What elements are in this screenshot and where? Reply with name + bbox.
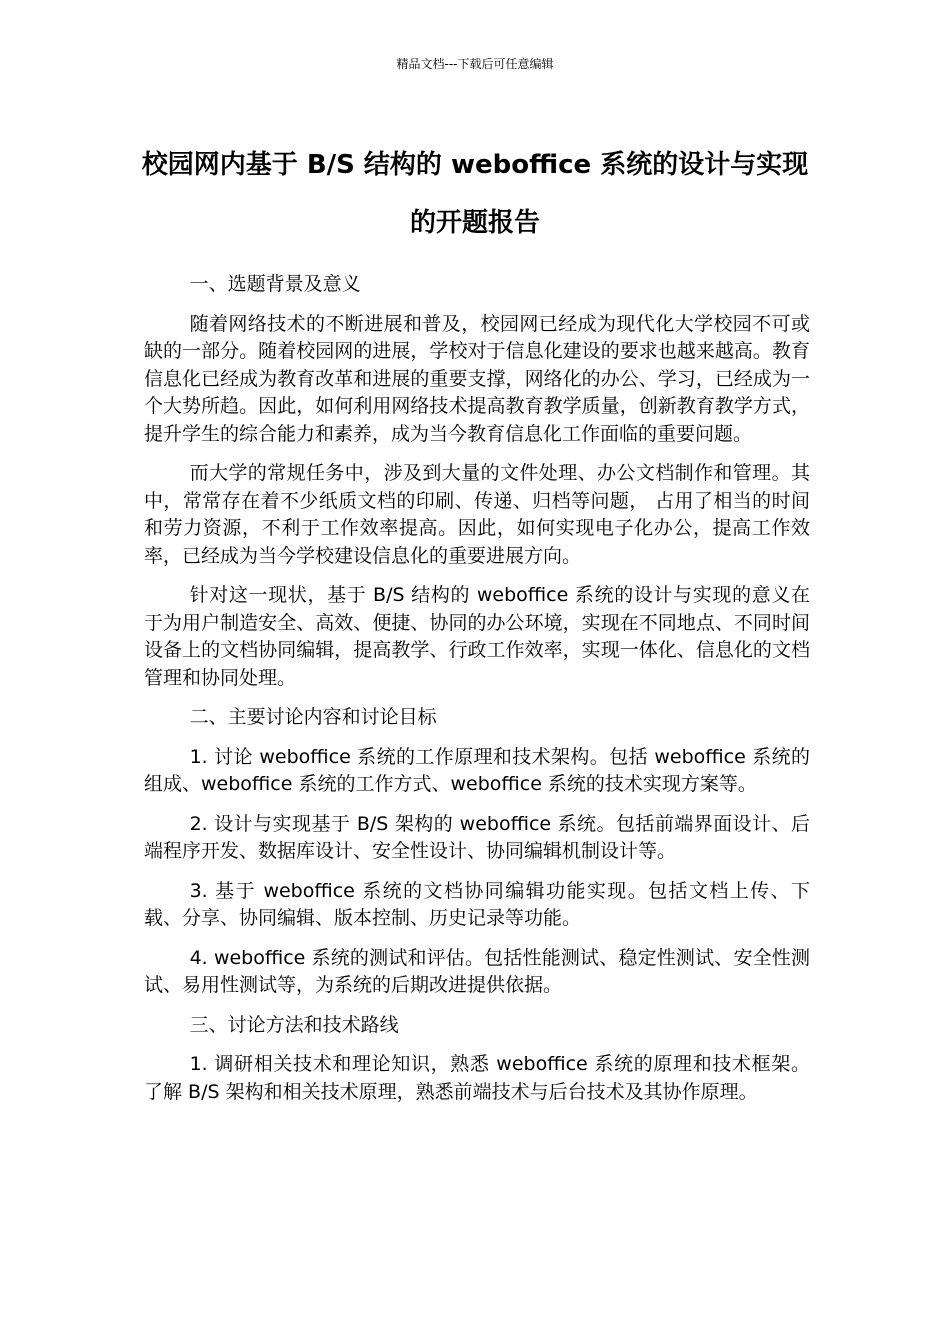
list-item: 4. weboffice 系统的测试和评估。包括性能测试、稳定性测试、安全性测试、易用性测试等，为系统的后期改进提供依据。	[144, 946, 810, 996]
list-item: 1. 调研相关技术和理论知识，熟悉 weboffice 系统的原理和技术框架。了解 B/S 架构和相关技术原理，熟悉前端技术与后台技术及其协作原理。	[144, 1053, 810, 1103]
list-item: 1. 讨论 weboffice 系统的工作原理和技术架构。包括 weboffice 系统的组成、weboffice 系统的工作方式、weboffice 系统的技术实现方案等。	[144, 745, 810, 795]
section-heading-methods: 三、讨论方法和技术路线	[189, 1013, 399, 1036]
list-item: 3. 基于 weboffice 系统的文档协同编辑功能实现。包括文档上传、下载、分享、协同编辑、版本控制、历史记录等功能。	[144, 879, 810, 929]
paragraph: 而大学的常规任务中，涉及到大量的文件处理、办公文档制作和管理。其中，常常存在着不少纸质文档的印刷、传递、归档等问题， 占用了相当的时间和劳力资源，不利于工作效率提高。因此，如何实现电子化办公，提高工作效率，已经成为当今学校建设信息化的重要进展方向。	[144, 462, 810, 567]
section-heading-research-content: 二、主要讨论内容和讨论目标	[189, 706, 437, 728]
list-item: 2. 设计与实现基于 B/S 架构的 weboffice 系统。包括前端界面设计、后端程序开发、数据库设计、安全性设计、协同编辑机制设计等。	[144, 812, 810, 862]
section-heading-background: 一、选题背景及意义	[189, 273, 361, 295]
document-title: 校园网内基于 B/S 结构的 weboffice 系统的设计与实现的开题报告	[141, 150, 809, 238]
document-body	[144, 271, 810, 1118]
paragraph: 随着网络技术的不断进展和普及，校园网已经成为现代化大学校园不可或缺的一部分。随着校园网的进展，学校对于信息化建设的要求也越来越高。教育信息化已经成为教育改革和进展的重要支撑，网络化的办公、学习，已经成为一个大势所趋。因此，如何利用网络技术提高教育教学质量，创新教育教学方式，提升学生的综合能力和素养，成为当今教育信息化工作面临的重要问题。	[144, 312, 810, 445]
header-note: 精品文档---下载后可任意编辑	[396, 57, 554, 71]
paragraph: 针对这一现状，基于 B/S 结构的 weboffice 系统的设计与实现的意义在于为用户制造安全、高效、便捷、协同的办公环境，实现在不同地点、不同时间设备上的文档协同编辑，提高教学、行政工作效率，实现一体化、信息化的文档管理和协同处理。	[144, 584, 810, 689]
